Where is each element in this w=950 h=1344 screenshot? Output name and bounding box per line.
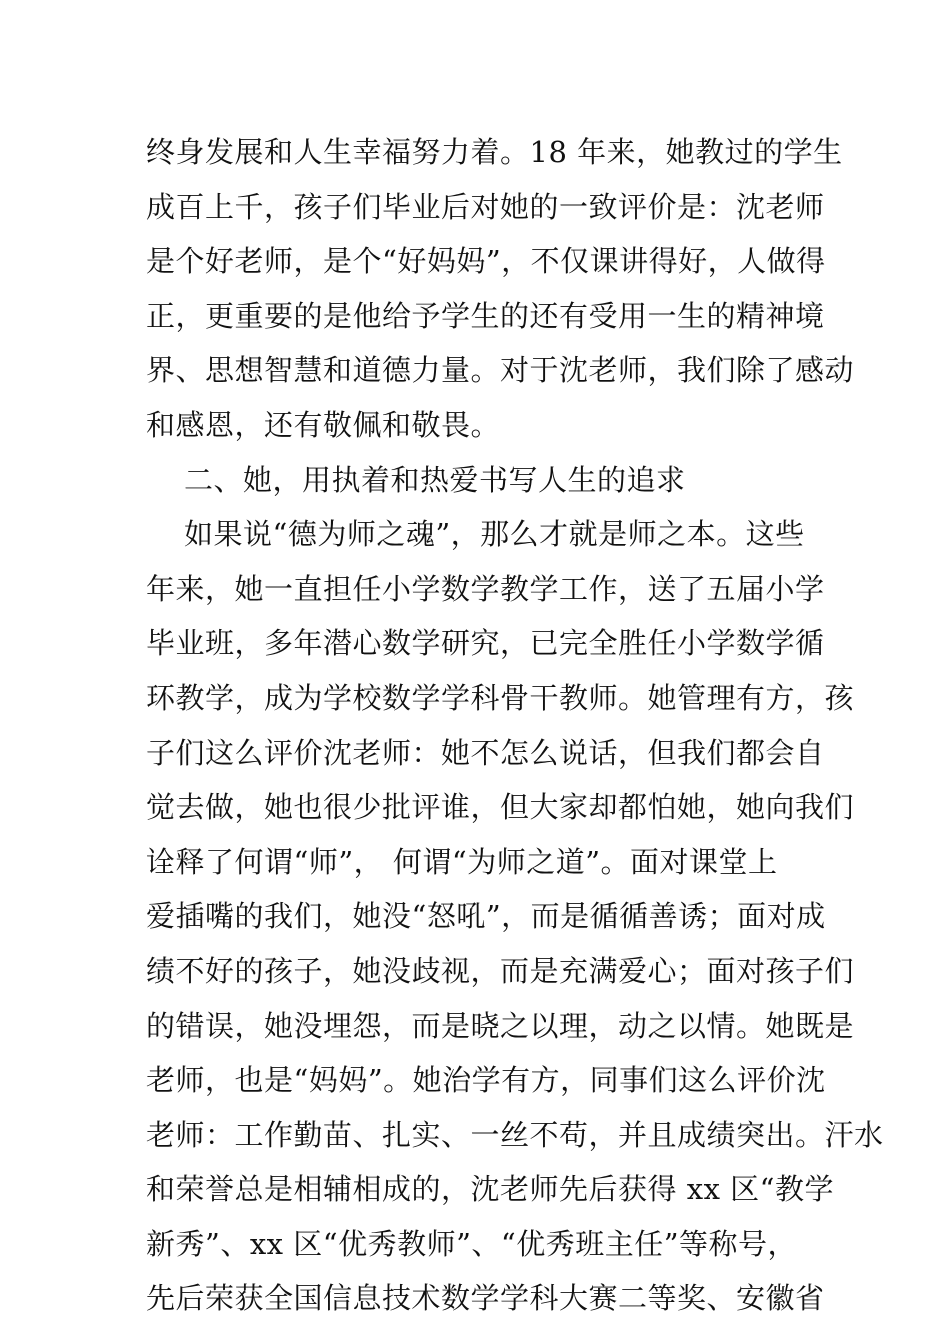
text-line: 新秀”、xx 区“优秀教师”、“优秀班主任”等称号，	[146, 1226, 798, 1261]
text-line: 年来，她一直担任小学数学教学工作，送了五届小学	[146, 571, 825, 606]
text-line: 老师，也是“妈妈”。她治学有方，同事们这么评价沈	[146, 1063, 826, 1098]
text-line: 正，更重要的是他给予学生的还有受用一生的精神境	[146, 298, 825, 333]
section-heading: 二、她，用执着和热爱书写人生的追求	[184, 462, 686, 497]
text-line: 环教学，成为学校数学学科骨干教师。她管理有方，孩	[146, 680, 855, 715]
text-line: 和感恩，还有敬佩和敬畏。	[146, 407, 501, 442]
text-line: 爱插嘴的我们，她没“怒吼”，而是循循善诱；面对成	[146, 899, 826, 934]
text-line: 如果说“德为师之魂”，那么才就是师之本。这些	[184, 517, 805, 552]
text-line: 先后荣获全国信息技术数学学科大赛二等奖、安徽省	[146, 1281, 825, 1316]
text-line: 诠释了何谓“师”， 何谓“为师之道”。面对课堂上	[146, 844, 778, 879]
text-line: 成百上千，孩子们毕业后对她的一致评价是：沈老师	[146, 189, 825, 224]
text-line: 子们这么评价沈老师：她不怎么说话，但我们都会自	[146, 735, 825, 770]
text-line: 和荣誉总是相辅相成的，沈老师先后获得 xx 区“教学	[146, 1172, 834, 1207]
text-line: 老师：工作勤苗、扎实、一丝不苟，并且成绩突出。汗水	[146, 1117, 884, 1152]
text-line: 觉去做，她也很少批评谁，但大家却都怕她，她向我们	[146, 790, 855, 825]
text-line: 界、思想智慧和道德力量。对于沈老师，我们除了感动	[146, 353, 855, 388]
text-line: 的错误，她没埋怨，而是晓之以理，动之以情。她既是	[146, 1008, 855, 1043]
text-line: 是个好老师，是个“好妈妈”，不仅课讲得好，人做得	[146, 244, 826, 279]
text-line: 绩不好的孩子，她没歧视，而是充满爱心；面对孩子们	[146, 953, 855, 988]
text-line: 毕业班，多年潜心数学研究，已完全胜任小学数学循	[146, 626, 825, 661]
body-text	[146, 125, 884, 1326]
text-line: 终身发展和人生幸福努力着。18 年来，她教过的学生	[146, 135, 843, 169]
